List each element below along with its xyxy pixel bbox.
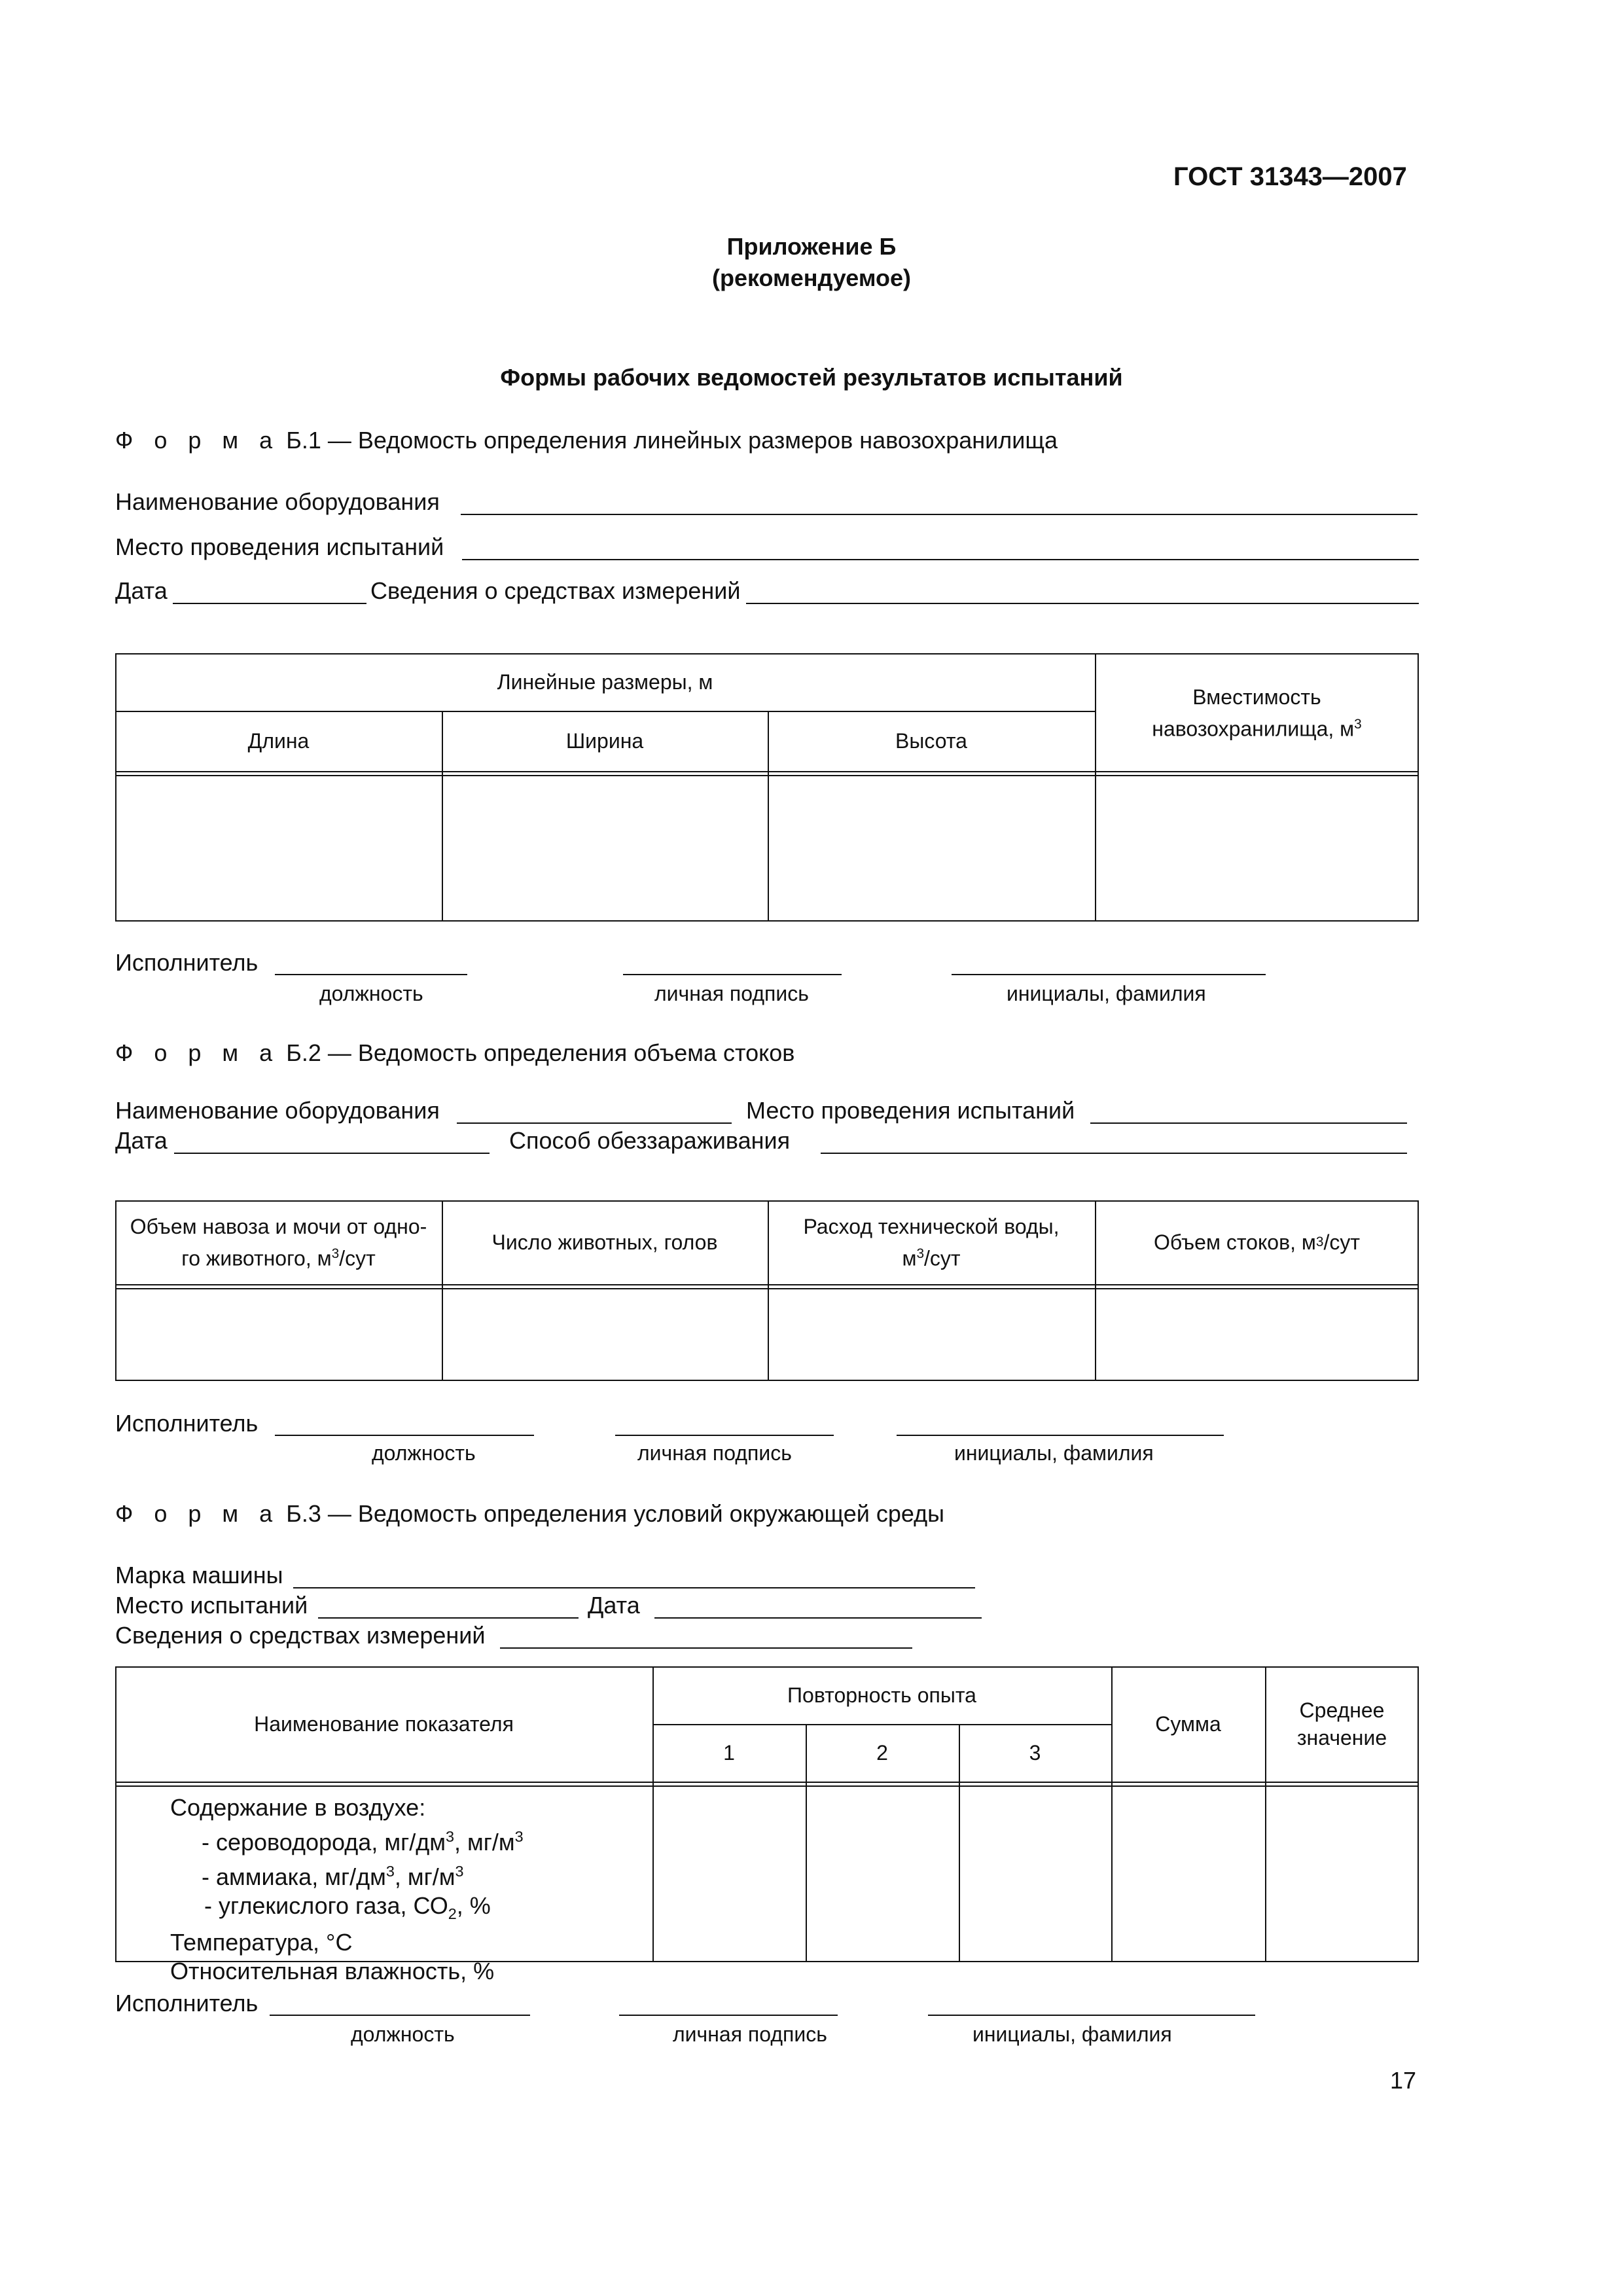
form3-nh3-text-a: - аммиака, мг/дм <box>202 1863 386 1890</box>
form3-nh3-text-b: , мг/м <box>394 1863 455 1890</box>
form1-col-capacity-line1: Вместимость <box>1192 685 1321 709</box>
form1-col-capacity-line2 <box>1152 711 1361 743</box>
form3-col-rep2: 2 <box>876 1741 888 1765</box>
form3-date-label: Дата <box>588 1592 640 1619</box>
form2-cell-effluent-volume[interactable] <box>1096 1289 1418 1380</box>
form2-col1-line2 <box>181 1240 375 1272</box>
form3-signature-caption: личная подпись <box>673 2022 827 2046</box>
form3-signature-field[interactable] <box>619 2015 838 2016</box>
form2-col3-line2 <box>902 1240 960 1272</box>
form1-position-caption: должность <box>319 982 423 1005</box>
form2-col-effluent-volume <box>1095 1200 1419 1284</box>
form2-col4-text-a: Объем стоков, м <box>1154 1230 1316 1254</box>
form1-cell-capacity[interactable] <box>1096 776 1418 920</box>
form3-table-divider <box>115 1782 1419 1783</box>
form2-label <box>115 1039 794 1067</box>
form2-signature-caption: личная подпись <box>637 1441 792 1465</box>
form2-col3-text-a: м <box>902 1246 917 1270</box>
form3-indicator-list <box>170 1793 524 1986</box>
form2-place-field[interactable] <box>1090 1122 1407 1124</box>
form1-label-text: Б.1 — Ведомость определения линейных размеров навозохранилища <box>279 427 1058 454</box>
form2-col4-sup: 3 <box>1315 1234 1324 1249</box>
standard-number: ГОСТ 31343—2007 <box>1173 162 1407 191</box>
form2-name-caption: инициалы, фамилия <box>954 1441 1154 1465</box>
form3-nh3-sup1: 3 <box>385 1863 395 1880</box>
form3-label-text: Б.3 — Ведомость определения условий окружающей среды <box>279 1500 945 1527</box>
form3-co2-text-a: - углекислого газа, СО <box>204 1892 448 1919</box>
form1-group-header: Линейные размеры, м <box>497 670 713 694</box>
form3-machine-field[interactable] <box>293 1587 975 1588</box>
form1-name-field[interactable] <box>952 974 1266 975</box>
form1-signature-caption: личная подпись <box>654 982 809 1005</box>
form3-place-field[interactable] <box>318 1617 579 1619</box>
form3-cell-average[interactable] <box>1266 1787 1418 1961</box>
form1-col-height: Высота <box>895 729 967 753</box>
appendix-title: Приложение Б <box>726 233 897 260</box>
form1-cell-width[interactable] <box>443 776 766 920</box>
form3-group-repeat: Повторность опыта <box>787 1683 976 1707</box>
form2-col3-line1: Расход технической воды, <box>803 1214 1060 1238</box>
form2-disinfection-field[interactable] <box>821 1153 1407 1154</box>
form3-place-label: Место испытаний <box>115 1592 308 1619</box>
form3-h2s <box>170 1822 524 1857</box>
form2-cell-tech-water[interactable] <box>769 1289 1094 1380</box>
form3-label-prefix: Ф о р м а <box>115 1500 280 1527</box>
form2-signature-field[interactable] <box>615 1435 834 1436</box>
form2-position-caption: должность <box>372 1441 476 1465</box>
form3-content-title: Содержание в воздухе: <box>170 1794 426 1821</box>
form2-col1-text-b: /сут <box>339 1246 376 1270</box>
form3-nh3-sup2: 3 <box>455 1863 464 1880</box>
form3-date-field[interactable] <box>654 1617 982 1619</box>
form1-date-field[interactable] <box>173 603 366 604</box>
form3-position-caption: должность <box>351 2022 455 2046</box>
form3-h2s-sup1: 3 <box>445 1828 454 1845</box>
form2-col3-sup: 3 <box>916 1246 925 1261</box>
form2-date-field[interactable] <box>174 1153 490 1154</box>
form2-executor-label: Исполнитель <box>115 1410 259 1437</box>
form3-h2s-sup2: 3 <box>514 1828 524 1845</box>
form1-executor-label: Исполнитель <box>115 949 259 976</box>
form3-instruments-label: Сведения о средствах измерений <box>115 1622 486 1649</box>
form2-label-text: Б.2 — Ведомость определения объема стоков <box>279 1039 795 1066</box>
form1-equipment-field[interactable] <box>461 514 1418 515</box>
form3-cell-rep2[interactable] <box>807 1787 957 1961</box>
form2-label-prefix: Ф о р м а <box>115 1039 280 1066</box>
form1-date-label: Дата <box>115 577 168 604</box>
form2-col-tech-water <box>768 1200 1095 1284</box>
form1-signature-field[interactable] <box>623 974 842 975</box>
form1-cell-length[interactable] <box>116 776 440 920</box>
form2-col-animal-count: Число животных, голов <box>491 1230 718 1254</box>
form1-col-width: Ширина <box>565 729 644 753</box>
form1-place-label: Место проведения испытаний <box>115 533 444 560</box>
form3-cell-rep1[interactable] <box>654 1787 804 1961</box>
form3-label <box>115 1500 944 1528</box>
form2-name-field[interactable] <box>897 1435 1224 1436</box>
form2-equipment-label: Наименование оборудования <box>115 1097 440 1124</box>
form2-col-manure-volume <box>115 1200 442 1284</box>
form1-label <box>115 427 1058 454</box>
form2-cell-manure-volume[interactable] <box>116 1289 440 1380</box>
form1-place-field[interactable] <box>462 559 1419 560</box>
form1-position-field[interactable] <box>275 974 467 975</box>
form3-h2s-text-a: - сероводорода, мг/дм <box>202 1829 446 1856</box>
form1-name-caption: инициалы, фамилия <box>1007 982 1206 1005</box>
form1-col-capacity-sup: 3 <box>1354 716 1362 732</box>
form3-humidity: Относительная влажность, % <box>170 1958 495 1985</box>
form1-col-capacity-text: навозохранилища, м <box>1152 717 1355 741</box>
form3-co2 <box>170 1892 524 1928</box>
form3-name-field[interactable] <box>928 2015 1255 2016</box>
section-title: Формы рабочих ведомостей результатов испытаний <box>500 364 1123 391</box>
form2-position-field[interactable] <box>275 1435 534 1436</box>
form3-temperature: Температура, °С <box>170 1929 353 1956</box>
form2-date-label: Дата <box>115 1127 168 1154</box>
form1-label-prefix: Ф о р м а <box>115 427 280 454</box>
form3-col-average-line1: Среднее <box>1299 1698 1385 1722</box>
page-number: 17 <box>1390 2067 1417 2094</box>
form2-col1-text-a: го животного, м <box>181 1246 332 1270</box>
form2-disinfection-label: Способ обеззараживания <box>509 1127 791 1154</box>
form3-col-rep3: 3 <box>1029 1741 1041 1765</box>
form1-instruments-field[interactable] <box>746 603 1419 604</box>
form1-col-capacity <box>1095 653 1419 772</box>
form3-col-average <box>1265 1666 1419 1782</box>
form2-col1-line1: Объем навоза и мочи от одно- <box>130 1214 427 1238</box>
form1-instruments-label: Сведения о средствах измерений <box>370 577 741 604</box>
form1-equipment-label: Наименование оборудования <box>115 488 440 515</box>
form2-col3-text-b: /сут <box>924 1246 961 1270</box>
form3-instruments-field[interactable] <box>500 1647 912 1649</box>
form3-machine-label: Марка машины <box>115 1562 283 1588</box>
form2-col4-text-b: /сут <box>1323 1230 1360 1254</box>
form3-col-rep1: 1 <box>723 1741 735 1765</box>
form3-col-sum: Сумма <box>1155 1712 1221 1736</box>
form2-cell-animal-count[interactable] <box>443 1289 766 1380</box>
form1-cell-height[interactable] <box>769 776 1094 920</box>
form3-nh3 <box>170 1857 524 1892</box>
form3-position-field[interactable] <box>270 2015 530 2016</box>
form3-name-caption: инициалы, фамилия <box>972 2022 1172 2046</box>
form2-col1-sup: 3 <box>331 1246 340 1261</box>
form3-co2-text-b: , % <box>456 1892 491 1919</box>
form3-col-average-line2: значение <box>1296 1726 1387 1749</box>
form3-col-indicator: Наименование показателя <box>254 1712 514 1736</box>
form3-cell-sum[interactable] <box>1113 1787 1264 1961</box>
form3-h2s-text-b: , мг/м <box>454 1829 515 1856</box>
appendix-subtitle: (рекомендуемое) <box>712 264 911 291</box>
form2-place-label: Место проведения испытаний <box>746 1097 1075 1124</box>
form3-cell-rep3[interactable] <box>960 1787 1110 1961</box>
form3-executor-label: Исполнитель <box>115 1990 259 2017</box>
form2-table-divider <box>115 1284 1419 1285</box>
form2-equipment-field[interactable] <box>457 1122 732 1124</box>
form1-col-length: Длина <box>247 729 310 753</box>
form3-co2-sub: 2 <box>448 1905 457 1923</box>
